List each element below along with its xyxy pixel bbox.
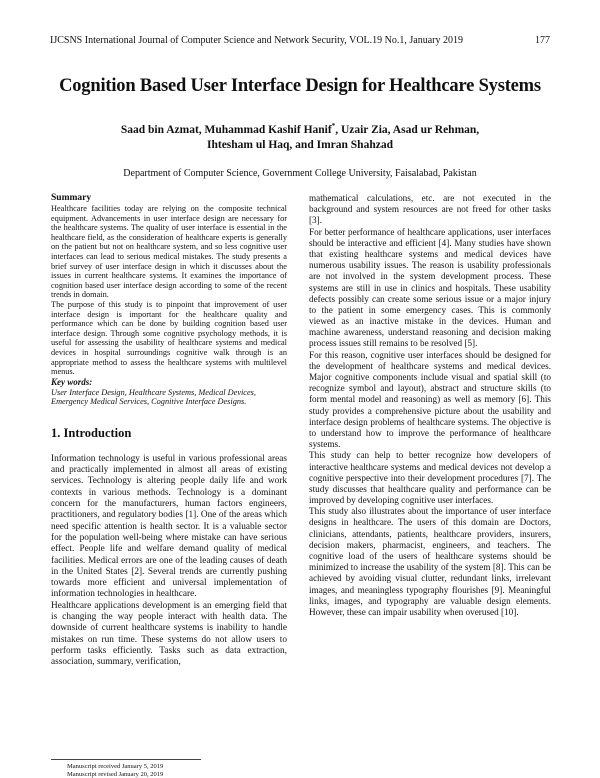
intro-paragraph-2: Healthcare applications development is an emerging field that is changing the way people interact with health data. The downside of current healthcare systems is inability to handle mistakes on run time. These systems do not allow users to perform tasks efficiently. Tasks such as data extraction, association, summary, verification, <box>51 601 287 669</box>
summary-paragraph-2: The purpose of this study is to pinpoint that improvement of user interface design is important for the healthcare quality and performance which can be done by building cognition based user interface design. Through some cognitive psychology methods, it is useful for assessing the usability of healthcare systems and medical devices in hospital surroundings cognitive walk through is an appropriate method to assess the healthcare systems with multilevel menus. <box>51 300 287 377</box>
right-paragraph-4: This study can help to better recognize how developers of interactive healthcare systems and medical devices not develop a cognitive perspective into their development procedures [7]. The study discusses that healthcare quality and performance can be improved by developing cognitive user interfaces. <box>309 450 551 506</box>
page-number: 177 <box>535 35 550 46</box>
author-line-1 <box>0 119 600 138</box>
running-header <box>50 35 550 46</box>
manuscript-received: Manuscript received January 5, 2019 <box>67 763 163 771</box>
right-column <box>309 193 551 618</box>
right-paragraph-3: For this reason, cognitive user interfaces should be designed for the development of healthcare systems and medical devices. Major cognitive components include visual and spatial skill (to recognize symbol and layout), abstract and structure skills (to form mental model and reasoning) as well as memory [6]. This study provides a comprehensive picture about the usability and interface design problems of healthcare systems. The objective is to understand how to improve the performance of healthcare systems. <box>309 350 551 451</box>
right-paragraph-1: mathematical calculations, etc. are not executed in the background and system resources are not freed for other tasks [3]. <box>309 193 551 227</box>
authors-rest: , Uzair Zia, Asad ur Rehman, <box>335 124 479 136</box>
keywords-heading: Key words: <box>51 377 287 388</box>
right-paragraph-5: This study also illustrates about the importance of user interface designs in healthcare. The users of this domain are Doctors, clinicians, attendants, patients, healthcare providers, insurers, decision makers, pharmacist, engineers, and teachers. The cognitive load of the users of healthcare systems should be minimized to increase the usability of the system [8]. This can be achieved by avoiding visual clutter, redundant links, irrelevant images, and meaningless typography flourishes [9]. Meaningful links, images, and typography are valuable design elements. However, these can impair usability when overused [10]. <box>309 506 551 618</box>
footnote-divider <box>51 759 201 760</box>
manuscript-revised: Manuscript revised January 20, 2019 <box>67 771 163 778</box>
summary-paragraph-1: Healthcare facilities today are relying on the composite technical equipment. Advancements in user interface design are necessary for the healthcare systems. The quality of user interface is essential in the healthcare field, as the consideration of healthcare experts is generally on the patient but not on healthcare system, and so less cognitive user interfaces can lead to serious medical mistakes. The study presents a brief survey of user interface design in which it discusses about the issues in current healthcare systems. It examines the importance of cognition based user interface design according to some of the recent trends in domain. <box>51 204 287 300</box>
section-heading-introduction: 1. Introduction <box>51 426 287 441</box>
left-column <box>51 193 287 669</box>
right-paragraph-2: For better performance of healthcare applications, user interfaces should be interactive and efficient [4]. Many studies have shown that existing healthcare systems and medical devices have numerous usability issues. The reason is usability professionals are not involved in the system development process. These systems are still in use in clinics and hospitals. These usability defects possibly can create some serious issue or a major injury to the patient in some emergency cases. This is commonly viewed as an inactive mistake in the devices. Human and machine awareness, understand reasoning and decision making process issues still remains to be resolved [5]. <box>309 227 551 350</box>
journal-citation: IJCSNS International Journal of Computer Science and Network Security, VOL.19 No.1, January 2019 <box>50 35 463 46</box>
affiliation: Department of Computer Science, Government College University, Faisalabad, Pakistan <box>0 168 600 179</box>
author-line-2: Ihtesham ul Haq, and Imran Shahzad <box>0 138 600 153</box>
corresponding-author-marker: * <box>332 122 336 130</box>
author-list <box>0 119 600 153</box>
authors-first: Saad bin Azmat, Muhammad Kashif Hanif <box>121 124 332 136</box>
paper-title: Cognition Based User Interface Design for Healthcare Systems <box>0 76 600 97</box>
intro-paragraph-1: Information technology is useful in various professional areas and practically implemented in almost all areas of existing services. Technology is altering people daily life and work contexts in various methods. Technology is a dominant concern for the manufacturers, human factors engineers, practitioners, and regulatory bodies [1]. One of the areas which need specific attention is health sector. It is a valuable sector for the population well-being where mistake can have serious effect. People life and welfare demand quality of medical facilities. Medical errors are one of the leading causes of death in the United States [2]. Several trends are currently pushing towards more efficient and universal implementation of information technologies in healthcare. <box>51 454 287 601</box>
summary-heading: Summary <box>51 193 287 204</box>
keywords-text: User Interface Design, Healthcare Systems, Medical Devices, Emergency Medical Services, Cognitive Interface Designs. <box>51 388 287 407</box>
